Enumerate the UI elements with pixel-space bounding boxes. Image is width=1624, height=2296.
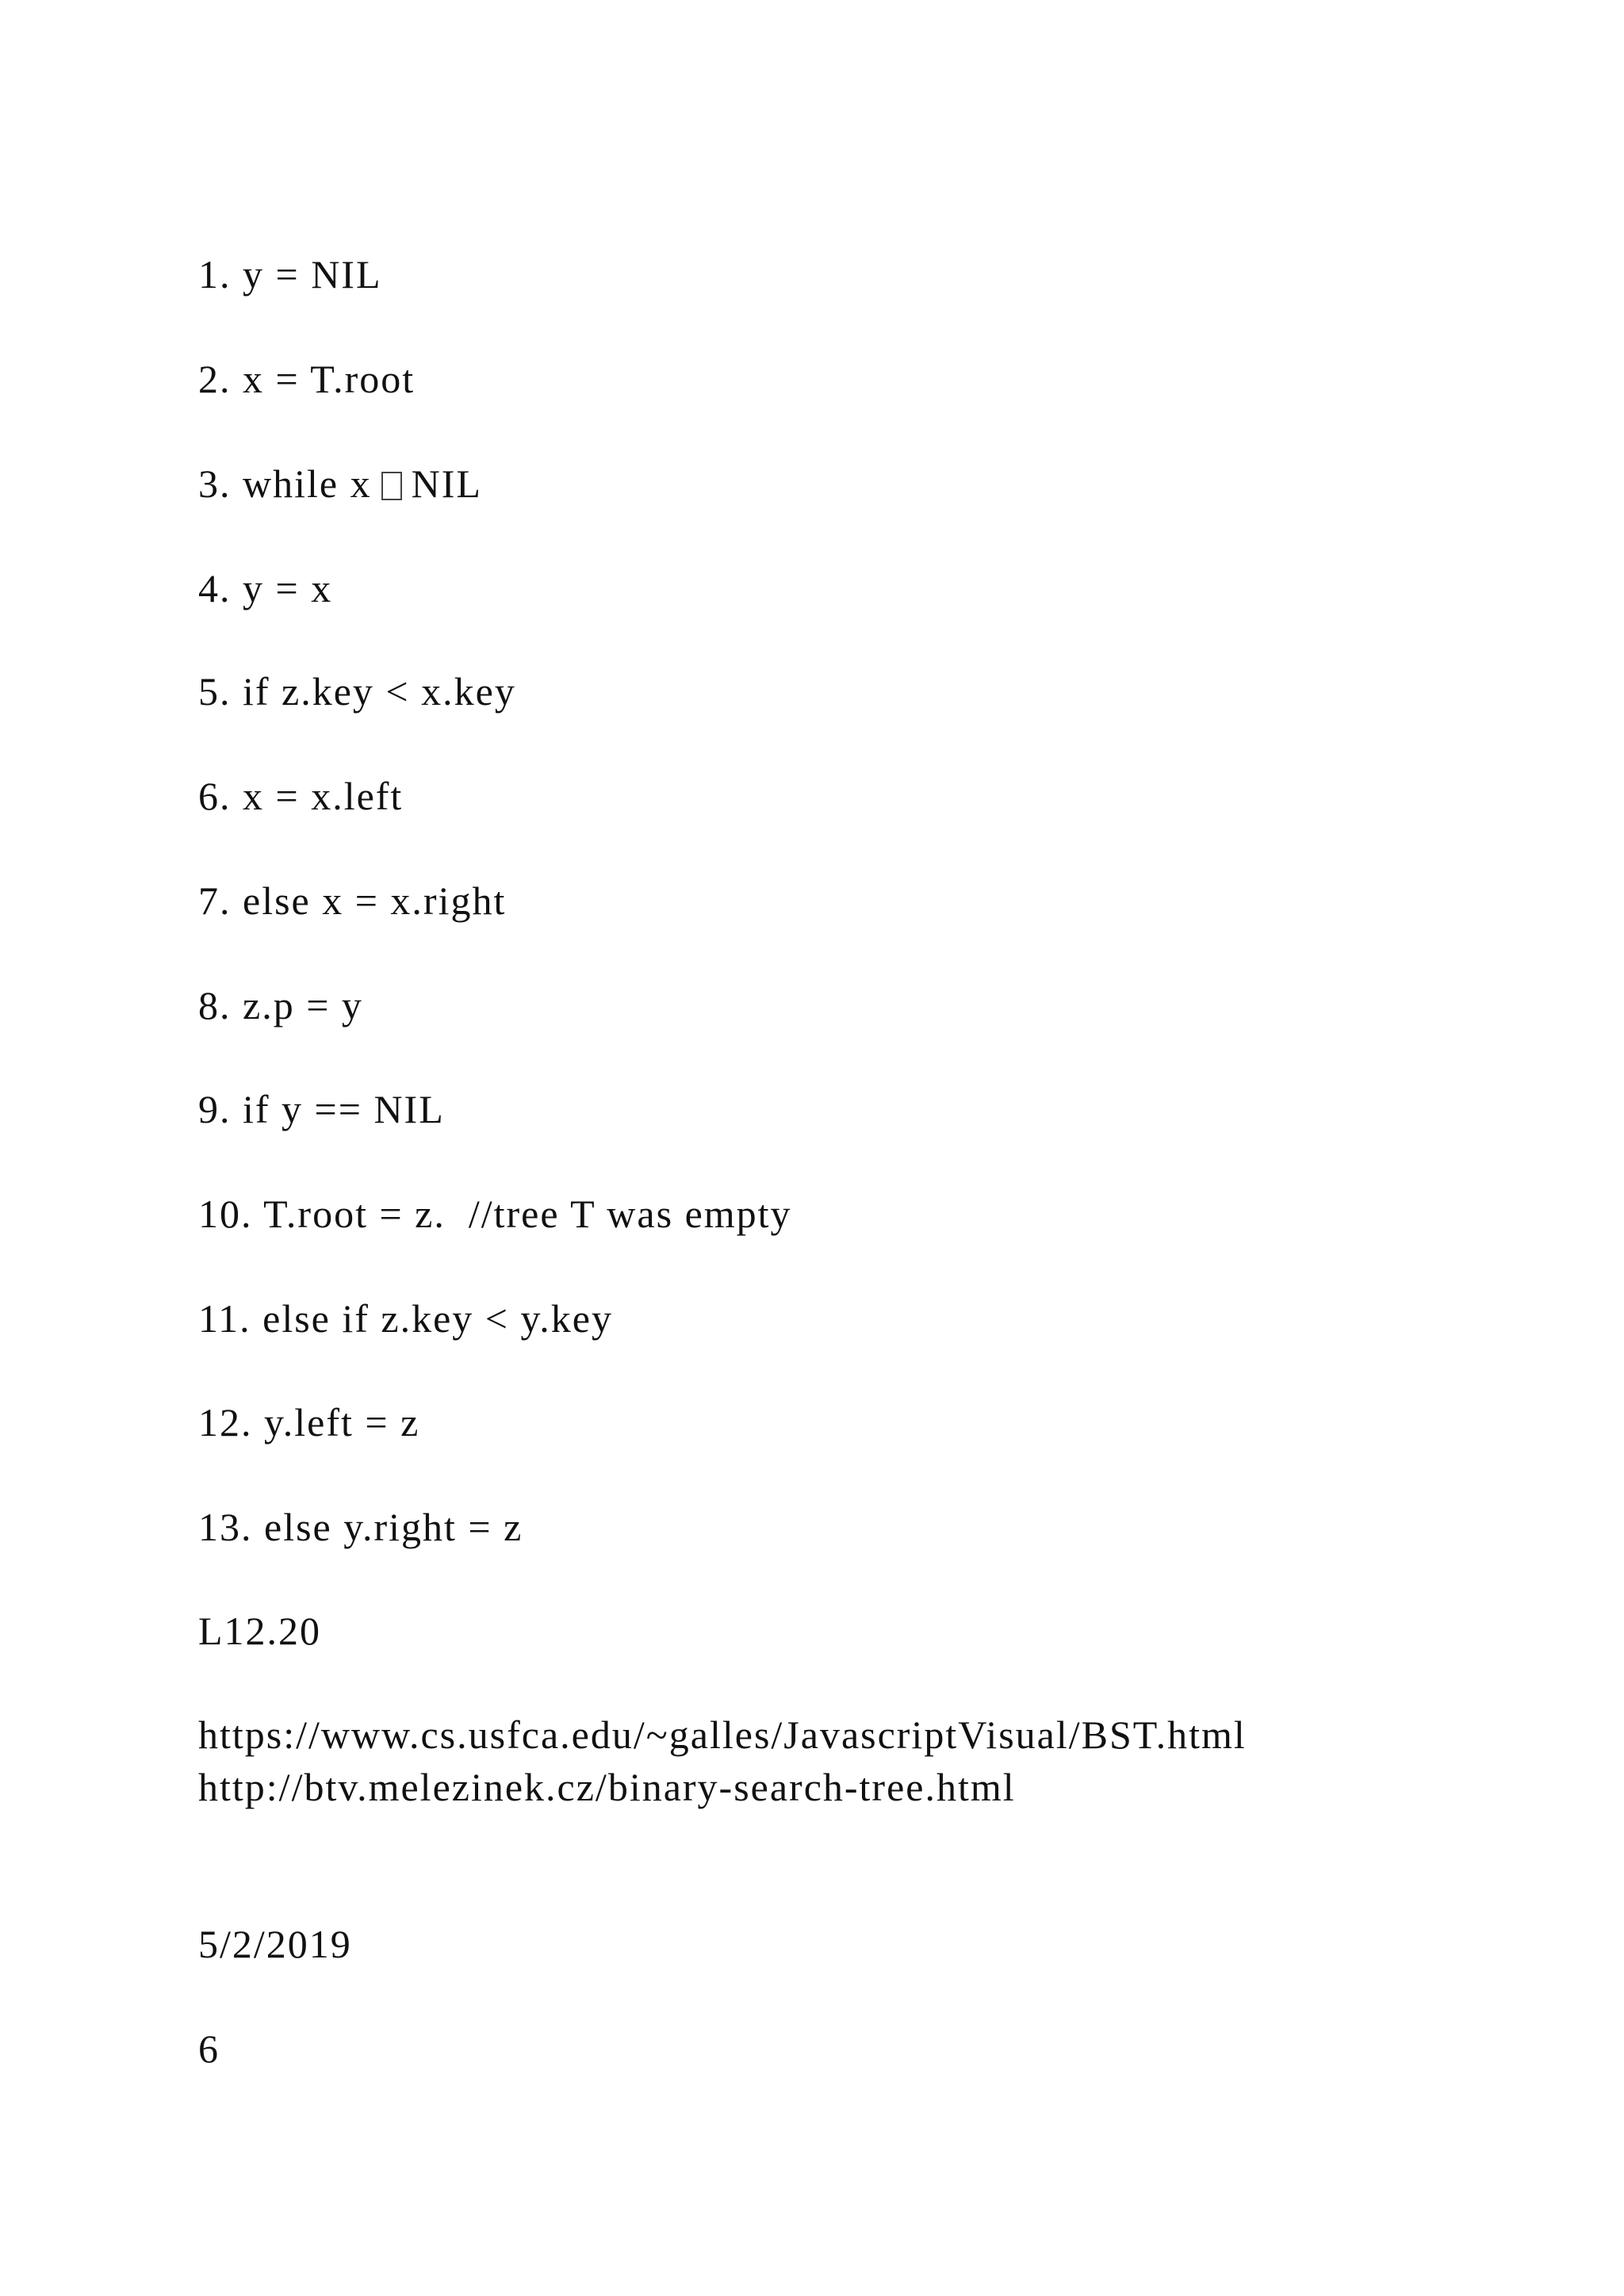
missing-glyph-icon <box>381 472 402 500</box>
code-line-3-text: 3. while x <box>198 461 372 506</box>
code-line-7: 7. else x = x.right <box>198 878 507 923</box>
link-melezinek[interactable]: http://btv.melezinek.cz/binary-search-tree.html <box>198 1765 1016 1809</box>
date-text: 5/2/2019 <box>198 1922 352 1966</box>
page-number: 6 <box>198 2026 220 2071</box>
code-line-13: 13. else y.right = z <box>198 1505 523 1549</box>
code-line-4: 4. y = x <box>198 566 333 610</box>
code-line-8: 8. z.p = y <box>198 983 363 1027</box>
code-line-5: 5. if z.key < x.key <box>198 669 516 714</box>
code-line-12: 12. y.left = z <box>198 1400 420 1445</box>
code-line-3-tail: NIL <box>411 461 482 506</box>
code-line-3 <box>198 457 482 510</box>
code-line-1: 1. y = NIL <box>198 252 382 297</box>
code-line-2: 2. x = T.root <box>198 357 416 401</box>
code-line-9: 9. if y == NIL <box>198 1087 445 1131</box>
code-line-11: 11. else if z.key < y.key <box>198 1296 613 1341</box>
link-usfca[interactable]: https://www.cs.usfca.edu/~galles/JavascriptVisual/BST.html <box>198 1712 1247 1757</box>
slide-label: L12.20 <box>198 1609 322 1653</box>
code-line-6: 6. x = x.left <box>198 774 404 818</box>
code-line-10: 10. T.root = z. //tree T was empty <box>198 1192 792 1236</box>
